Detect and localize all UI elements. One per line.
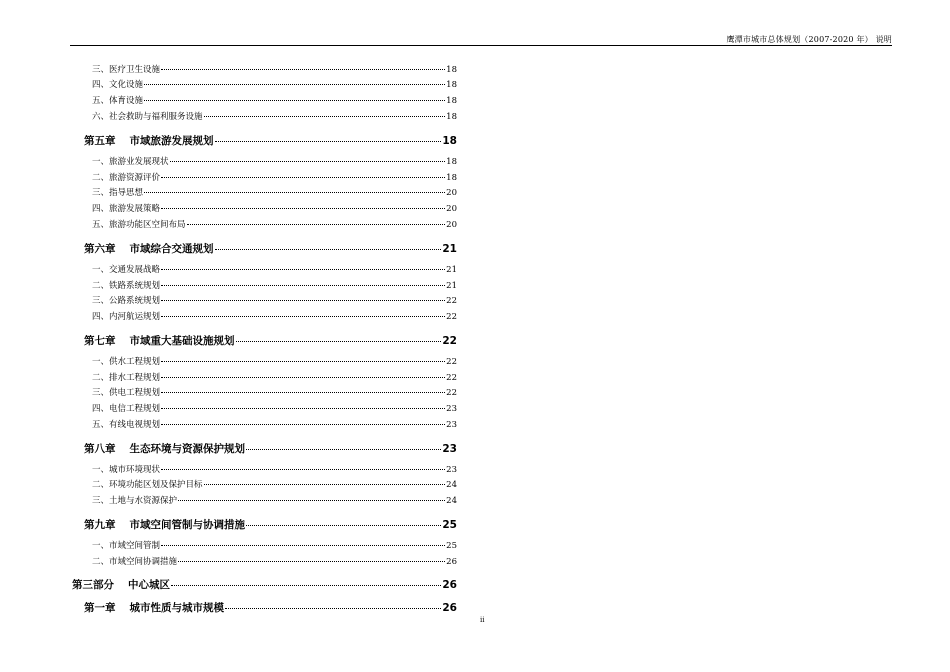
dot-leader <box>161 545 445 546</box>
toc-entry-label <box>92 418 160 430</box>
dot-leader <box>161 392 445 393</box>
toc-entry-title: 四、文化设施 <box>92 80 144 90</box>
toc-entry-number: 第八章 <box>84 443 116 455</box>
toc-entry-title: 市域旅游发展规划 <box>129 135 214 147</box>
dot-leader <box>178 561 445 562</box>
toc-entry-page: 25 <box>442 519 457 531</box>
toc-section-entry[interactable] <box>92 478 457 490</box>
toc-entry-title: 三、供电工程规划 <box>92 388 161 398</box>
toc-section-entry[interactable] <box>92 555 457 567</box>
toc-chapter-entry[interactable] <box>84 333 457 348</box>
toc-entry-title: 二、市域空间协调措施 <box>92 557 178 567</box>
dot-leader <box>161 408 445 409</box>
toc-section-entry[interactable] <box>92 63 457 75</box>
toc-section-entry[interactable] <box>92 155 457 167</box>
toc-entry-page: 22 <box>446 296 457 306</box>
toc-entry-label <box>84 241 214 256</box>
toc-entry-page: 26 <box>442 602 457 614</box>
toc-entry-title: 一、旅游业发展现状 <box>92 157 169 167</box>
toc-part-entry[interactable] <box>72 577 457 592</box>
toc-entry-label <box>84 517 245 532</box>
toc-entry-page: 18 <box>446 173 457 183</box>
dot-leader <box>204 484 446 485</box>
dot-leader <box>161 177 445 178</box>
dot-leader <box>161 377 445 378</box>
toc-entry-title: 二、旅游资源评价 <box>92 173 161 183</box>
toc-entry-page: 23 <box>442 443 457 455</box>
toc-entry-page: 20 <box>446 204 457 214</box>
dot-leader <box>178 500 445 501</box>
toc-entry-label <box>92 355 160 367</box>
toc-entry-page: 25 <box>446 541 457 551</box>
toc-entry-label <box>92 478 203 490</box>
toc-entry-number: 第六章 <box>84 243 116 255</box>
dot-leader <box>215 141 442 142</box>
toc-entry-page: 22 <box>446 388 457 398</box>
toc-entry-label <box>92 279 160 291</box>
toc-entry-page: 18 <box>446 80 457 90</box>
toc-entry-label <box>92 402 160 414</box>
toc-entry-page: 26 <box>446 557 457 567</box>
toc-entry-page: 20 <box>446 220 457 230</box>
toc-entry-page: 21 <box>446 265 457 275</box>
toc-chapter-entry[interactable] <box>84 241 457 256</box>
toc-chapter-entry[interactable] <box>84 133 457 148</box>
toc-entry-page: 23 <box>446 420 457 430</box>
toc-entry-title: 四、内河航运规划 <box>92 312 161 322</box>
toc-entry-number: 第一章 <box>84 602 116 614</box>
running-header: 鹰潭市城市总体规划（2007-2020 年） 说明 <box>726 35 892 44</box>
toc-section-entry[interactable] <box>92 294 457 306</box>
toc-entry-page: 20 <box>446 188 457 198</box>
toc-entry-title: 三、医疗卫生设施 <box>92 65 161 75</box>
toc-entry-label <box>92 94 143 106</box>
toc-section-entry[interactable] <box>92 110 457 122</box>
toc-entry-label <box>92 263 160 275</box>
toc-entry-title: 城市性质与城市规模 <box>129 602 224 614</box>
toc-entry-title: 四、旅游发展策略 <box>92 204 161 214</box>
toc-section-entry[interactable] <box>92 218 457 230</box>
toc-entry-label <box>92 539 160 551</box>
dot-leader <box>246 525 441 526</box>
toc-entry-title: 二、铁路系统规划 <box>92 281 161 291</box>
toc-entry-page: 18 <box>446 157 457 167</box>
toc-entry-number: 第七章 <box>84 335 116 347</box>
page-number: ii <box>480 616 485 624</box>
toc-section-entry[interactable] <box>92 202 457 214</box>
toc-entry-label <box>92 78 143 90</box>
toc-entry-title: 二、排水工程规划 <box>92 373 161 383</box>
toc-entry-title: 二、环境功能区划及保护目标 <box>92 480 203 490</box>
dot-leader <box>187 224 446 225</box>
toc-entry-label <box>84 333 235 348</box>
toc-entry-label <box>84 600 224 615</box>
toc-entry-page: 22 <box>442 335 457 347</box>
toc-entry-page: 18 <box>442 135 457 147</box>
toc-entry-label <box>92 494 177 506</box>
dot-leader <box>144 192 445 193</box>
toc-section-entry[interactable] <box>92 386 457 398</box>
toc-entry-title: 市域重大基础设施规划 <box>129 335 235 347</box>
dot-leader <box>246 449 441 450</box>
dot-leader <box>170 161 446 162</box>
toc-entry-title: 六、社会救助与福利服务设施 <box>92 112 203 122</box>
toc-section-entry[interactable] <box>92 494 457 506</box>
toc-entry-page: 24 <box>446 496 457 506</box>
toc-entry-label <box>92 555 177 567</box>
toc-section-entry[interactable] <box>92 355 457 367</box>
dot-leader <box>215 249 442 250</box>
dot-leader <box>225 608 441 609</box>
toc-section-entry[interactable] <box>92 463 457 475</box>
toc-entry-title: 一、交通发展战略 <box>92 265 161 275</box>
dot-leader <box>161 208 445 209</box>
toc-entry-label <box>92 218 186 230</box>
toc-entry-page: 18 <box>446 65 457 75</box>
dot-leader <box>161 469 445 470</box>
dot-leader <box>161 316 445 317</box>
dot-leader <box>161 269 445 270</box>
toc-chapter-entry[interactable] <box>84 517 457 532</box>
toc-section-entry[interactable] <box>92 539 457 551</box>
toc-entry-number: 第九章 <box>84 519 116 531</box>
dot-leader <box>144 100 445 101</box>
toc-entry-number: 第五章 <box>84 135 116 147</box>
toc-section-entry[interactable] <box>92 418 457 430</box>
toc-entry-title: 市域空间管制与协调措施 <box>129 519 245 531</box>
toc-entry-label <box>92 171 160 183</box>
toc-entry-title: 五、旅游功能区空间布局 <box>92 220 186 230</box>
toc-chapter-entry[interactable] <box>84 600 457 615</box>
toc-entry-label <box>92 294 160 306</box>
toc-section-entry[interactable] <box>92 279 457 291</box>
toc-entry-title: 四、电信工程规划 <box>92 404 161 414</box>
dot-leader <box>204 116 446 117</box>
toc-section-entry[interactable] <box>92 402 457 414</box>
toc-entry-title: 市域综合交通规划 <box>129 243 214 255</box>
toc-entry-title: 一、城市环境现状 <box>92 465 161 475</box>
dot-leader <box>161 300 445 301</box>
dot-leader <box>161 424 445 425</box>
toc-entry-label <box>92 463 160 475</box>
dot-leader <box>171 585 441 586</box>
toc-entry-page: 23 <box>446 465 457 475</box>
toc-entry-title: 五、有线电视规划 <box>92 420 161 430</box>
toc-section-entry[interactable] <box>92 371 457 383</box>
toc-entry-title: 中心城区 <box>128 579 170 591</box>
toc-entry-page: 22 <box>446 312 457 322</box>
toc-section-entry[interactable] <box>92 94 457 106</box>
toc-entry-page: 22 <box>446 373 457 383</box>
toc-entry-label <box>92 386 160 398</box>
toc-section-entry[interactable] <box>92 263 457 275</box>
toc-chapter-entry[interactable] <box>84 441 457 456</box>
toc-entry-label <box>92 202 160 214</box>
toc-entry-label <box>92 155 169 167</box>
toc-entry-label <box>92 371 160 383</box>
toc-entry-label <box>92 63 160 75</box>
toc-entry-page: 18 <box>446 96 457 106</box>
dot-leader <box>144 84 445 85</box>
toc-entry-label <box>84 133 214 148</box>
toc-entry-title: 一、市域空间管制 <box>92 541 161 551</box>
toc-entry-page: 21 <box>446 281 457 291</box>
toc-entry-label <box>92 310 160 322</box>
toc-entry-label <box>72 577 170 592</box>
toc-entry-label <box>92 186 143 198</box>
toc-entry-title: 一、供水工程规划 <box>92 357 161 367</box>
toc-entry-title: 五、体育设施 <box>92 96 144 106</box>
toc-section-entry[interactable] <box>92 186 457 198</box>
toc-entry-title: 生态环境与资源保护规划 <box>129 443 245 455</box>
toc-entry-number: 第三部分 <box>72 579 114 591</box>
toc-entry-page: 18 <box>446 112 457 122</box>
dot-leader <box>161 361 445 362</box>
toc-entry-page: 26 <box>442 579 457 591</box>
toc-entry-title: 三、土地与水资源保护 <box>92 496 178 506</box>
dot-leader <box>236 341 442 342</box>
dot-leader <box>161 69 445 70</box>
toc-entry-page: 22 <box>446 357 457 367</box>
toc-section-entry[interactable] <box>92 171 457 183</box>
toc-section-entry[interactable] <box>92 310 457 322</box>
toc-entry-label <box>84 441 245 456</box>
toc-entry-page: 21 <box>442 243 457 255</box>
toc-entry-page: 23 <box>446 404 457 414</box>
toc-entry-title: 三、公路系统规划 <box>92 296 161 306</box>
toc-entry-title: 三、指导思想 <box>92 188 144 198</box>
toc-entry-page: 24 <box>446 480 457 490</box>
toc-section-entry[interactable] <box>92 78 457 90</box>
toc-entry-label <box>92 110 203 122</box>
dot-leader <box>161 285 445 286</box>
